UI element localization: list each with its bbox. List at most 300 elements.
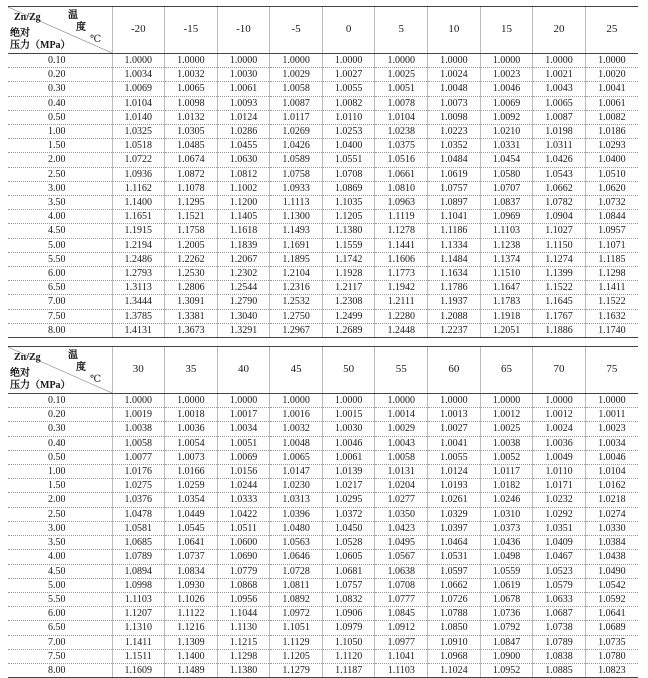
ratio-value-cell: 1.1632: [585, 309, 638, 323]
ratio-value-cell: 1.0030: [322, 422, 375, 436]
ratio-value-cell: 1.0311: [533, 139, 586, 153]
ratio-value-cell: 1.1609: [112, 663, 165, 677]
ratio-value-cell: 1.2302: [217, 267, 270, 281]
table-row: [8, 210, 638, 224]
table-row: [8, 394, 638, 408]
ratio-value-cell: 1.1162: [112, 181, 165, 195]
ratio-value-cell: 1.0052: [480, 450, 533, 464]
ratio-value-cell: 1.0082: [322, 96, 375, 110]
table-row: [8, 54, 638, 68]
pressure-cell: 2.50: [8, 167, 112, 181]
table-row: [8, 536, 638, 550]
ratio-value-cell: 1.0592: [585, 592, 638, 606]
temperature-header: 70: [533, 347, 586, 394]
ratio-value-cell: 1.0979: [322, 621, 375, 635]
ratio-value-cell: 1.0218: [585, 493, 638, 507]
ratio-value-cell: 1.0580: [480, 167, 533, 181]
ratio-value-cell: 1.0350: [375, 507, 428, 521]
ratio-value-cell: 1.3113: [112, 281, 165, 295]
ratio-value-cell: 1.0000: [165, 394, 218, 408]
ratio-value-cell: 1.2117: [322, 281, 375, 295]
pressure-cell: 0.30: [8, 82, 112, 96]
ratio-value-cell: 1.2530: [165, 267, 218, 281]
ratio-value-cell: 1.3291: [217, 323, 270, 337]
ratio-value-cell: 1.0567: [375, 550, 428, 564]
ratio-value-cell: 1.0046: [585, 450, 638, 464]
ratio-value-cell: 1.0043: [533, 82, 586, 96]
ratio-value-cell: 1.0015: [322, 408, 375, 422]
ratio-value-cell: 1.0274: [585, 507, 638, 521]
ratio-value-cell: 1.0029: [375, 422, 428, 436]
ratio-value-cell: 1.0286: [217, 125, 270, 139]
ratio-value-cell: 1.1120: [322, 649, 375, 663]
table-row: [8, 267, 638, 281]
table-row: [8, 68, 638, 82]
ratio-value-cell: 1.0041: [585, 82, 638, 96]
temperature-header: -20: [112, 7, 165, 54]
ratio-value-cell: 1.0277: [375, 493, 428, 507]
ratio-value-cell: 1.0722: [112, 153, 165, 167]
ratio-value-cell: 1.1103: [112, 592, 165, 606]
ratio-value-cell: 1.2790: [217, 295, 270, 309]
ratio-value-cell: 1.0171: [533, 479, 586, 493]
pressure-cell: 6.50: [8, 281, 112, 295]
ratio-value-cell: 1.3040: [217, 309, 270, 323]
ratio-value-cell: 1.0963: [375, 196, 428, 210]
ratio-value-cell: 1.0024: [533, 422, 586, 436]
ratio-value-cell: 1.2088: [428, 309, 481, 323]
ratio-value-cell: 1.1186: [428, 224, 481, 238]
ratio-value-cell: 1.0104: [585, 465, 638, 479]
ratio-value-cell: 1.1113: [270, 196, 323, 210]
pressure-cell: 6.00: [8, 607, 112, 621]
ratio-value-cell: 1.1309: [165, 635, 218, 649]
ratio-value-cell: 1.0124: [217, 110, 270, 124]
temperature-label-1: 温: [68, 350, 78, 362]
ratio-value-cell: 1.0000: [112, 394, 165, 408]
table-row: [8, 607, 638, 621]
ratio-value-cell: 1.1200: [217, 196, 270, 210]
ratio-value-cell: 1.0061: [322, 450, 375, 464]
ratio-value-cell: 1.0956: [217, 592, 270, 606]
ratio-value-cell: 1.1767: [533, 309, 586, 323]
ratio-value-cell: 1.3673: [165, 323, 218, 337]
ratio-value-cell: 1.2750: [270, 309, 323, 323]
ratio-value-cell: 1.1618: [217, 224, 270, 238]
ratio-value-cell: 1.1895: [270, 252, 323, 266]
ratio-value-cell: 1.1185: [585, 252, 638, 266]
ratio-value-cell: 1.0579: [533, 578, 586, 592]
ratio-value-cell: 1.0952: [480, 663, 533, 677]
ratio-value-cell: 1.1044: [217, 607, 270, 621]
ratio-value-cell: 1.0032: [270, 422, 323, 436]
temperature-header: -10: [217, 7, 270, 54]
ratio-label: Zn/Zg: [14, 12, 41, 23]
ratio-value-cell: 1.0511: [217, 521, 270, 535]
zn-zg-table-1: [8, 6, 638, 338]
ratio-value-cell: 1.0823: [585, 663, 638, 677]
ratio-value-cell: 1.0011: [585, 408, 638, 422]
temperature-unit: ℃: [90, 374, 102, 386]
ratio-value-cell: 1.0038: [112, 422, 165, 436]
pressure-cell: 3.50: [8, 196, 112, 210]
ratio-value-cell: 1.0811: [270, 578, 323, 592]
ratio-value-cell: 1.0605: [322, 550, 375, 564]
pressure-cell: 0.40: [8, 96, 112, 110]
ratio-value-cell: 1.2194: [112, 238, 165, 252]
ratio-value-cell: 1.1606: [375, 252, 428, 266]
temperature-header: 25: [585, 7, 638, 54]
ratio-value-cell: 1.0186: [585, 125, 638, 139]
ratio-value-cell: 1.0051: [217, 436, 270, 450]
ratio-value-cell: 1.0176: [112, 465, 165, 479]
ratio-value-cell: 1.1279: [270, 663, 323, 677]
ratio-value-cell: 1.0897: [428, 196, 481, 210]
ratio-value-cell: 1.0894: [112, 564, 165, 578]
ratio-value-cell: 1.0000: [428, 394, 481, 408]
table-row: [8, 450, 638, 464]
ratio-value-cell: 1.0147: [270, 465, 323, 479]
ratio-value-cell: 1.1399: [533, 267, 586, 281]
ratio-value-cell: 1.0543: [533, 167, 586, 181]
ratio-value-cell: 1.0310: [480, 507, 533, 521]
pressure-cell: 5.50: [8, 252, 112, 266]
pressure-cell: 4.50: [8, 224, 112, 238]
ratio-value-cell: 1.2544: [217, 281, 270, 295]
ratio-value-cell: 1.0646: [270, 550, 323, 564]
ratio-value-cell: 1.0518: [112, 139, 165, 153]
ratio-value-cell: 1.2316: [270, 281, 323, 295]
ratio-value-cell: 1.0641: [165, 536, 218, 550]
ratio-value-cell: 1.0019: [112, 408, 165, 422]
ratio-value-cell: 1.1122: [165, 607, 218, 621]
ratio-value-cell: 1.0373: [480, 521, 533, 535]
temperature-header: 75: [585, 347, 638, 394]
ratio-value-cell: 1.0024: [428, 68, 481, 82]
temperature-header: 10: [428, 7, 481, 54]
ratio-value-cell: 1.0087: [270, 96, 323, 110]
ratio-value-cell: 1.0198: [533, 125, 586, 139]
ratio-value-cell: 1.1691: [270, 238, 323, 252]
ratio-value-cell: 1.0968: [428, 649, 481, 663]
ratio-value-cell: 1.0000: [533, 394, 586, 408]
ratio-value-cell: 1.1334: [428, 238, 481, 252]
ratio-value-cell: 1.3091: [165, 295, 218, 309]
ratio-value-cell: 1.0232: [533, 493, 586, 507]
ratio-value-cell: 1.0087: [533, 110, 586, 124]
ratio-value-cell: 1.2308: [322, 295, 375, 309]
table-row: [8, 422, 638, 436]
ratio-value-cell: 1.3444: [112, 295, 165, 309]
ratio-value-cell: 1.0678: [480, 592, 533, 606]
ratio-value-cell: 1.1041: [375, 649, 428, 663]
ratio-value-cell: 1.0055: [428, 450, 481, 464]
corner-header: [8, 347, 112, 394]
table-row: [8, 125, 638, 139]
ratio-value-cell: 1.0029: [270, 68, 323, 82]
ratio-value-cell: 1.0305: [165, 125, 218, 139]
ratio-value-cell: 1.0098: [428, 110, 481, 124]
ratio-value-cell: 1.0000: [375, 394, 428, 408]
table-row: [8, 252, 638, 266]
pressure-cell: 7.50: [8, 309, 112, 323]
ratio-value-cell: 1.1041: [428, 210, 481, 224]
ratio-value-cell: 1.0810: [375, 181, 428, 195]
ratio-value-cell: 1.0162: [585, 479, 638, 493]
table-row: [8, 82, 638, 96]
ratio-value-cell: 1.0528: [322, 536, 375, 550]
ratio-value-cell: 1.1024: [428, 663, 481, 677]
pressure-cell: 1.00: [8, 125, 112, 139]
ratio-value-cell: 1.0054: [165, 436, 218, 450]
ratio-value-cell: 1.0738: [533, 621, 586, 635]
ratio-value-cell: 1.1522: [585, 295, 638, 309]
ratio-value-cell: 1.0906: [322, 607, 375, 621]
temperature-header: -5: [270, 7, 323, 54]
pressure-label: 压力（MPa）: [10, 380, 71, 392]
ratio-value-cell: 1.0969: [480, 210, 533, 224]
pressure-cell: 0.20: [8, 68, 112, 82]
ratio-value-cell: 1.0912: [375, 621, 428, 635]
pressure-cell: 4.00: [8, 550, 112, 564]
ratio-value-cell: 1.1839: [217, 238, 270, 252]
ratio-value-cell: 1.0238: [375, 125, 428, 139]
ratio-value-cell: 1.0061: [585, 96, 638, 110]
ratio-value-cell: 1.1078: [165, 181, 218, 195]
ratio-value-cell: 1.0581: [112, 521, 165, 535]
ratio-value-cell: 1.0261: [428, 493, 481, 507]
absolute-label: 绝对: [10, 368, 30, 380]
ratio-value-cell: 1.2793: [112, 267, 165, 281]
pressure-cell: 4.50: [8, 564, 112, 578]
ratio-value-cell: 1.0957: [585, 224, 638, 238]
compressibility-factor-document: [8, 6, 638, 678]
ratio-value-cell: 1.1298: [585, 267, 638, 281]
ratio-value-cell: 1.0837: [480, 196, 533, 210]
ratio-value-cell: 1.1484: [428, 252, 481, 266]
ratio-value-cell: 1.1207: [112, 607, 165, 621]
ratio-value-cell: 1.0000: [480, 394, 533, 408]
ratio-value-cell: 1.0523: [533, 564, 586, 578]
temperature-header: 30: [112, 347, 165, 394]
ratio-value-cell: 1.0495: [375, 536, 428, 550]
ratio-value-cell: 1.1310: [112, 621, 165, 635]
temperature-header: 20: [533, 7, 586, 54]
ratio-value-cell: 1.1493: [270, 224, 323, 238]
ratio-value-cell: 1.0732: [585, 196, 638, 210]
temperature-header: 60: [428, 347, 481, 394]
table-row: [8, 153, 638, 167]
ratio-value-cell: 1.0023: [585, 422, 638, 436]
ratio-value-cell: 1.1035: [322, 196, 375, 210]
ratio-value-cell: 1.1510: [480, 267, 533, 281]
ratio-value-cell: 1.1915: [112, 224, 165, 238]
pressure-cell: 4.00: [8, 210, 112, 224]
ratio-value-cell: 1.0478: [112, 507, 165, 521]
ratio-value-cell: 1.0230: [270, 479, 323, 493]
pressure-cell: 0.10: [8, 394, 112, 408]
ratio-value-cell: 1.0630: [217, 153, 270, 167]
ratio-value-cell: 1.4131: [112, 323, 165, 337]
ratio-value-cell: 1.0000: [585, 54, 638, 68]
ratio-value-cell: 1.1380: [217, 663, 270, 677]
ratio-value-cell: 1.2448: [375, 323, 428, 337]
ratio-value-cell: 1.0058: [375, 450, 428, 464]
ratio-value-cell: 1.1411: [585, 281, 638, 295]
pressure-cell: 8.00: [8, 323, 112, 337]
ratio-value-cell: 1.1071: [585, 238, 638, 252]
ratio-value-cell: 1.1489: [165, 663, 218, 677]
ratio-value-cell: 1.0455: [217, 139, 270, 153]
ratio-value-cell: 1.0777: [375, 592, 428, 606]
ratio-value-cell: 1.0253: [322, 125, 375, 139]
ratio-value-cell: 1.0735: [585, 635, 638, 649]
ratio-value-cell: 1.1026: [165, 592, 218, 606]
ratio-value-cell: 1.0789: [533, 635, 586, 649]
ratio-value-cell: 1.1411: [112, 635, 165, 649]
ratio-value-cell: 1.0016: [270, 408, 323, 422]
ratio-value-cell: 1.0400: [585, 153, 638, 167]
pressure-cell: 0.30: [8, 422, 112, 436]
ratio-value-cell: 1.1651: [112, 210, 165, 224]
ratio-value-cell: 1.0376: [112, 493, 165, 507]
ratio-value-cell: 1.1298: [217, 649, 270, 663]
ratio-value-cell: 1.1405: [217, 210, 270, 224]
ratio-value-cell: 1.1522: [533, 281, 586, 295]
ratio-value-cell: 1.2499: [322, 309, 375, 323]
ratio-value-cell: 1.0661: [375, 167, 428, 181]
ratio-value-cell: 1.1786: [428, 281, 481, 295]
ratio-value-cell: 1.1274: [533, 252, 586, 266]
ratio-value-cell: 1.0027: [428, 422, 481, 436]
ratio-value-cell: 1.0910: [428, 635, 481, 649]
ratio-value-cell: 1.0351: [533, 521, 586, 535]
ratio-value-cell: 1.0331: [480, 139, 533, 153]
ratio-value-cell: 1.0674: [165, 153, 218, 167]
ratio-value-cell: 1.0275: [112, 479, 165, 493]
ratio-value-cell: 1.0930: [165, 578, 218, 592]
ratio-value-cell: 1.0662: [428, 578, 481, 592]
ratio-value-cell: 1.0542: [585, 578, 638, 592]
ratio-value-cell: 1.0551: [322, 153, 375, 167]
ratio-value-cell: 1.0034: [112, 68, 165, 82]
ratio-value-cell: 1.0757: [322, 578, 375, 592]
ratio-value-cell: 1.0510: [585, 167, 638, 181]
ratio-value-cell: 1.0058: [270, 82, 323, 96]
ratio-value-cell: 1.2005: [165, 238, 218, 252]
ratio-value-cell: 1.1783: [480, 295, 533, 309]
ratio-value-cell: 1.0838: [533, 649, 586, 663]
corner-header: [8, 7, 112, 54]
ratio-value-cell: 1.0788: [428, 607, 481, 621]
ratio-value-cell: 1.0131: [375, 465, 428, 479]
ratio-value-cell: 1.0737: [165, 550, 218, 564]
ratio-value-cell: 1.0480: [270, 521, 323, 535]
ratio-value-cell: 1.0726: [428, 592, 481, 606]
temperature-header: 35: [165, 347, 218, 394]
ratio-value-cell: 1.0000: [428, 54, 481, 68]
ratio-value-cell: 1.1441: [375, 238, 428, 252]
ratio-value-cell: 1.0977: [375, 635, 428, 649]
ratio-value-cell: 1.0782: [533, 196, 586, 210]
ratio-value-cell: 1.1647: [480, 281, 533, 295]
ratio-value-cell: 1.1205: [270, 649, 323, 663]
ratio-value-cell: 1.0834: [165, 564, 218, 578]
ratio-value-cell: 1.0662: [533, 181, 586, 195]
ratio-value-cell: 1.2806: [165, 281, 218, 295]
ratio-value-cell: 1.0559: [480, 564, 533, 578]
ratio-value-cell: 1.0872: [165, 167, 218, 181]
ratio-value-cell: 1.0832: [322, 592, 375, 606]
ratio-value-cell: 1.1103: [480, 224, 533, 238]
temperature-unit: ℃: [90, 34, 102, 45]
ratio-value-cell: 1.0117: [480, 465, 533, 479]
ratio-value-cell: 1.1187: [322, 663, 375, 677]
ratio-value-cell: 1.0333: [217, 493, 270, 507]
header-row: [8, 7, 638, 54]
ratio-value-cell: 1.0325: [112, 125, 165, 139]
ratio-value-cell: 1.0844: [585, 210, 638, 224]
ratio-value-cell: 1.0098: [165, 96, 218, 110]
ratio-value-cell: 1.0000: [322, 394, 375, 408]
ratio-value-cell: 1.1928: [322, 267, 375, 281]
ratio-value-cell: 1.0485: [165, 139, 218, 153]
ratio-value-cell: 1.0375: [375, 139, 428, 153]
ratio-value-cell: 1.0166: [165, 465, 218, 479]
ratio-value-cell: 1.0597: [428, 564, 481, 578]
ratio-value-cell: 1.0779: [217, 564, 270, 578]
ratio-value-cell: 1.1215: [217, 635, 270, 649]
ratio-value-cell: 1.0467: [533, 550, 586, 564]
ratio-value-cell: 1.1886: [533, 323, 586, 337]
ratio-value-cell: 1.0034: [217, 422, 270, 436]
table-row: [8, 196, 638, 210]
ratio-value-cell: 1.0069: [112, 82, 165, 96]
pressure-cell: 3.00: [8, 181, 112, 195]
ratio-value-cell: 1.0049: [533, 450, 586, 464]
ratio-value-cell: 1.0058: [112, 436, 165, 450]
ratio-value-cell: 1.0000: [165, 54, 218, 68]
ratio-value-cell: 1.0000: [480, 54, 533, 68]
ratio-value-cell: 1.0036: [165, 422, 218, 436]
ratio-value-cell: 1.1918: [480, 309, 533, 323]
ratio-value-cell: 1.0244: [217, 479, 270, 493]
ratio-value-cell: 1.0850: [428, 621, 481, 635]
ratio-value-cell: 1.0193: [428, 479, 481, 493]
ratio-value-cell: 1.0046: [322, 436, 375, 450]
ratio-value-cell: 1.1295: [165, 196, 218, 210]
table-row: [8, 110, 638, 124]
ratio-value-cell: 1.1002: [217, 181, 270, 195]
ratio-value-cell: 1.0295: [322, 493, 375, 507]
ratio-value-cell: 1.0330: [585, 521, 638, 535]
ratio-value-cell: 1.2532: [270, 295, 323, 309]
ratio-value-cell: 1.3381: [165, 309, 218, 323]
ratio-value-cell: 1.0140: [112, 110, 165, 124]
temperature-header: 50: [322, 347, 375, 394]
ratio-value-cell: 1.0490: [585, 564, 638, 578]
ratio-value-cell: 1.2967: [270, 323, 323, 337]
table-row: [8, 181, 638, 195]
ratio-value-cell: 1.0708: [322, 167, 375, 181]
ratio-value-cell: 1.0933: [270, 181, 323, 195]
absolute-label: 绝对: [10, 28, 30, 39]
ratio-value-cell: 1.0027: [322, 68, 375, 82]
pressure-cell: 6.00: [8, 267, 112, 281]
ratio-value-cell: 1.0885: [533, 663, 586, 677]
temperature-header: 15: [480, 7, 533, 54]
temperature-label-2: 度: [76, 22, 86, 33]
